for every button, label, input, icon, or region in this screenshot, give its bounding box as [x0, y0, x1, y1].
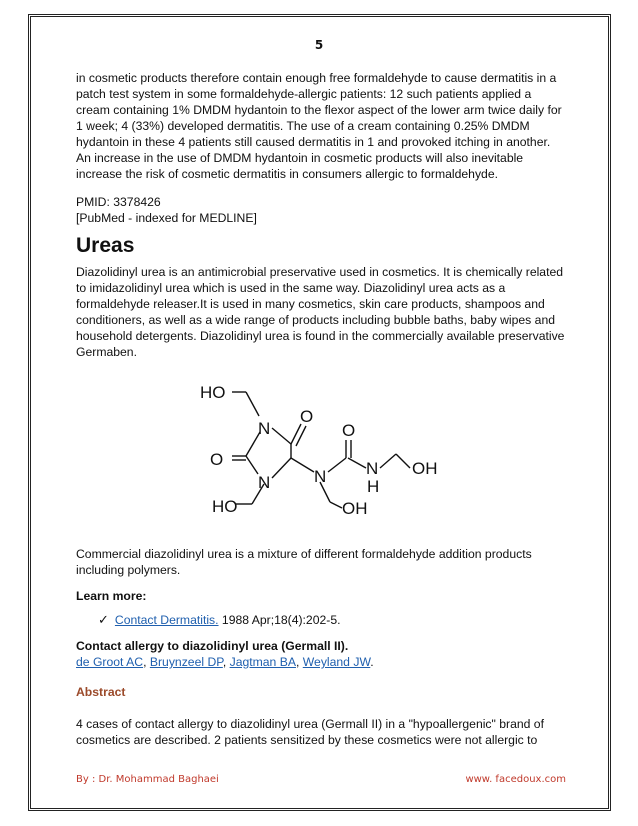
author-link[interactable]: de Groot AC [76, 655, 144, 669]
label-o-ring-left: O [210, 450, 224, 469]
section-paragraph: Diazolidinyl urea is an antimicrobial preservative used in cosmetics. It is chemically related to imidazolidinyl urea which is used in the same way. Diazolidinyl urea acts as a formaldehyde releaser.It is used in many cosmetics, skin care products, shampoos and conditioners, as well as a wide range of products including bubble baths, baby wipes and household detergents. Diazolidinyl urea is found in the commercially available preservative Germaben. [76, 265, 565, 359]
intro-paragraph: in cosmetic products therefore contain enough free formaldehyde to cause dermatitis in a patch test system in some formaldehyde-allergic patients: 12 such patients applied a cream containing 1% DMDM hydantoin to the flexor aspect of the lower arm twice daily for 1 week; 4 (33%) developed dermatitis. The use of a cream containing 0.25% DMDM hydantoin in these 4 patients still caused dermatitis in 1 and provoked itching in another. An increase in the use of DMDM hydantoin in cosmetic products will also inevitable increase the risk of cosmetic dermatitis in consumers allergic to formaldehyde. [76, 71, 562, 181]
footer-author: By : Dr. Mohammad Baghaei [76, 774, 219, 785]
diazolidinyl-urea-structure [76, 368, 566, 528]
label-n-chain: N [314, 467, 327, 486]
label-h-amide: H [367, 477, 380, 496]
footer-website: www. facedoux.com [465, 774, 566, 785]
label-ho-top: HO [200, 383, 226, 402]
label-n-amide: N [366, 459, 379, 478]
label-n-ring-top: N [258, 419, 271, 438]
abstract-heading: Abstract [76, 685, 126, 699]
section-title: Ureas [76, 234, 135, 257]
structure-labels [200, 383, 438, 518]
article-title: Contact allergy to diazolidinyl urea (Germall II). [76, 639, 349, 653]
journal-link[interactable]: Contact Dermatitis. [114, 613, 219, 627]
abstract-text: 4 cases of contact allergy to diazolidinyl urea (Germall II) in a "hypoallergenic" brand of cosmetics are described. 2 patients sensitized by these cosmetics were not allergic to [76, 717, 544, 747]
author-link[interactable]: Bruynzeel DP [149, 655, 223, 669]
pmid: PMID: 3378426 [76, 195, 161, 209]
commercial-paragraph: Commercial diazolidinyl urea is a mixture of different formaldehyde addition products including polymers. [76, 547, 532, 577]
label-ho-bottom: HO [212, 497, 238, 516]
author-link[interactable]: Jagtman BA [229, 655, 296, 669]
page-footer [76, 774, 566, 785]
page-number: 5 [314, 38, 324, 52]
page-content [76, 70, 566, 748]
learn-more-heading: Learn more: [76, 589, 147, 603]
checkmark-icon: ✓ [98, 612, 109, 627]
pubmed-note: [PubMed - indexed for MEDLINE] [76, 211, 257, 225]
label-o-carbonyl: O [342, 421, 356, 440]
reference-list-item [98, 612, 566, 628]
chemical-structure-diagram [196, 368, 456, 528]
label-oh-right: OH [412, 459, 438, 478]
label-oh-lower: OH [342, 499, 368, 518]
author-list: de Groot AC, Bruynzeel DP, Jagtman BA, Weyland JW. [76, 655, 374, 669]
label-o-ring-top: O [300, 407, 314, 426]
label-n-ring-bottom: N [258, 473, 271, 492]
author-link[interactable]: Weyland JW [302, 655, 371, 669]
citation-text: 1988 Apr;18(4):202-5. [221, 613, 341, 627]
